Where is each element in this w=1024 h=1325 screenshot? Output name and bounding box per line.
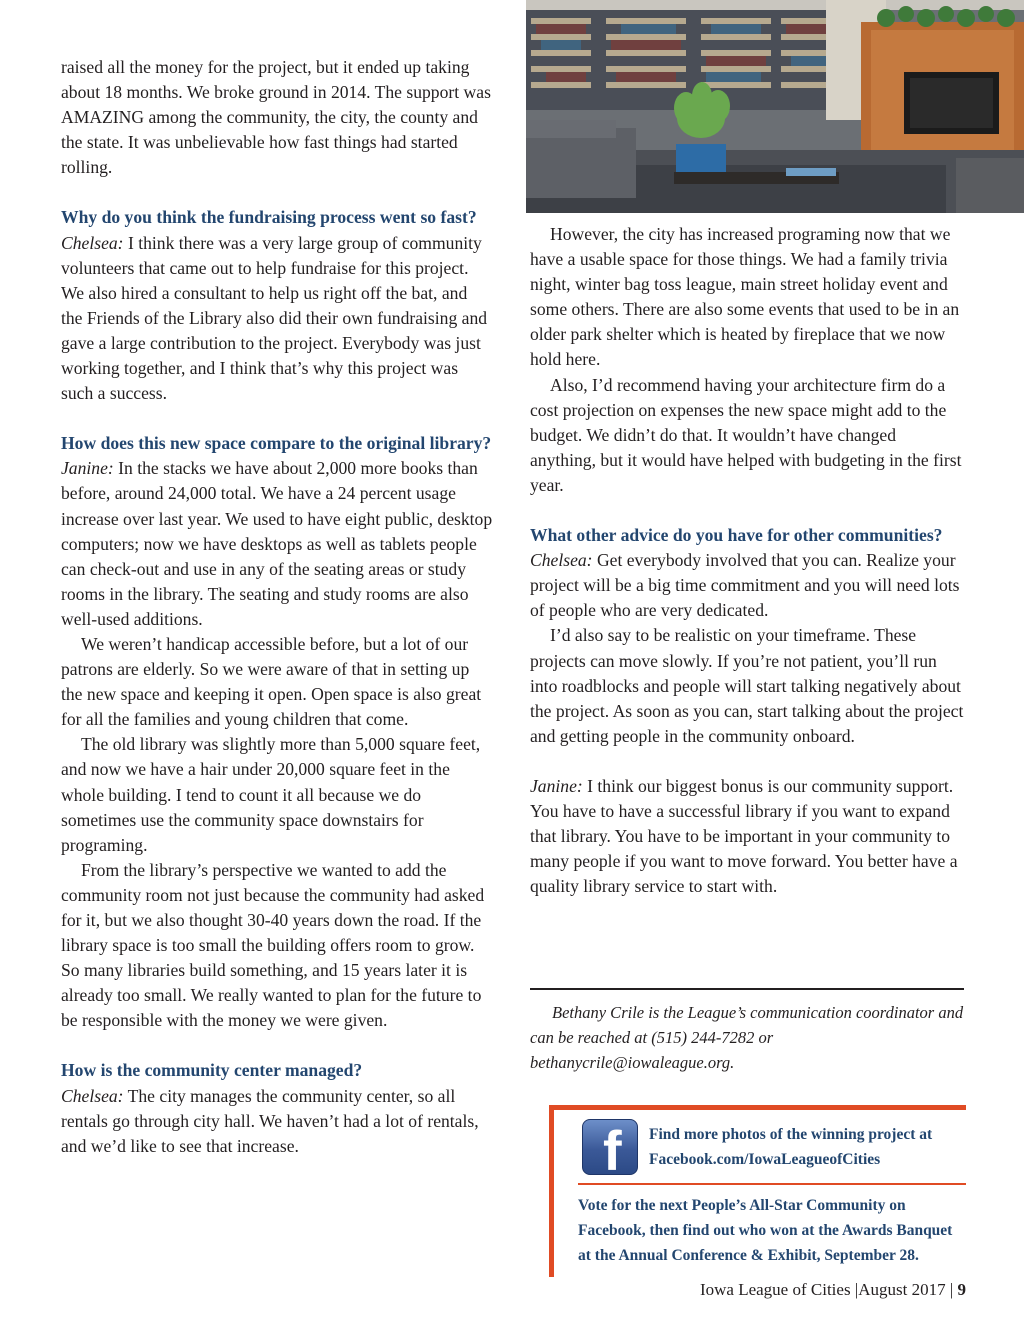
answer-text: I think there was a very large group of community volunteers that came out to help fundraise for this project. We also hired a consultant to help us right off the bat, and the Friends of the Library also did their own fundraising and gave a large contribution to the project. Everybody was just working together, and I think that’s why this project was such a success.	[61, 232, 488, 404]
footer-separator: |	[949, 1280, 958, 1299]
answer-text: The city manages the community center, so all rentals go through city hall. We haven’t had a lot of rentals, and we’d like to see that increase.	[61, 1085, 479, 1156]
facebook-icon[interactable]	[582, 1119, 638, 1175]
answer-text: In the stacks we have about 2,000 more books than before, around 24,000 total. We have a 24 percent usage increase over last year. We used to have eight public, desktop computers; now we have desktops as well as tablets people can check-out and use in any of the seating areas or study rooms in the library. The seating and study rooms are also well-used additions.	[61, 458, 493, 629]
publication-name: Iowa League of Cities	[699, 1280, 851, 1299]
facebook-photos-text	[649, 1122, 964, 1172]
answer-space-compare-p3: The old library was slightly more than 5,000 square feet, and now we have a hair under 20,000 square feet in the whole building. I tend to count it all because we do sometimes use the community space downstairs for programing.	[61, 734, 481, 855]
facebook-link[interactable]: Facebook.com/IowaLeagueofCities	[649, 1151, 881, 1168]
speaker-label: Chelsea:	[61, 232, 124, 253]
question-fundraising: Why do you think the fundraising process went so fast?	[61, 207, 477, 228]
issue-date: August 2017	[858, 1280, 946, 1299]
callout-divider	[578, 1183, 966, 1185]
facebook-line-1: Find more photos of the winning project at	[649, 1126, 933, 1143]
speaker-label: Janine:	[530, 775, 583, 796]
footer-separator: |	[854, 1280, 859, 1299]
speaker-label: Chelsea:	[61, 1085, 124, 1106]
left-column	[61, 55, 493, 1159]
question-other-advice: What other advice do you have for other communities?	[530, 525, 943, 546]
library-interior-photo	[526, 0, 1024, 213]
byline-text: Bethany Crile is the League’s communication coordinator and can be reached at (515) 244-7282 or bethanycrile@iowaleague.org.	[530, 1003, 964, 1072]
right-column	[530, 222, 964, 899]
answer-janine-bonus	[530, 774, 964, 899]
facebook-callout	[549, 1105, 966, 1277]
answer-other-advice	[530, 548, 964, 623]
callout-left-border	[549, 1105, 554, 1277]
answer-fundraising	[61, 231, 493, 407]
vote-text: Vote for the next People’s All-Star Community on Facebook, then find out who won at the Awards Banquet at the Annual Conference & Exhibit, September 28.	[578, 1197, 953, 1264]
callout-top-border	[549, 1105, 966, 1110]
facebook-vote-text	[578, 1193, 966, 1268]
question-space-compare: How does this new space compare to the original library?	[61, 433, 492, 454]
answer-space-compare-p4: From the library’s perspective we wanted to add the community room not just because the community had asked for it, but we also thought 30-40 years down the road. If the library space is too small the building offers room to grow. So many libraries build something, and 15 years later it is already too small. We really wanted to plan for the future to be responsible with the money we were given.	[61, 859, 485, 1031]
question-community-center: How is the community center managed?	[61, 1060, 363, 1081]
right-paragraph-2: Also, I’d recommend having your architecture firm do a cost projection on expenses the new space might add to the budget. We didn’t do that. It wouldn’t have changed anything, but it would have helped with budgeting in the first year.	[530, 374, 962, 495]
author-byline	[530, 1000, 964, 1075]
page-footer	[700, 1279, 966, 1301]
left-paragraph-1: raised all the money for the project, but it ended up taking about 18 months. We broke ground in 2014. The support was AMAZING among the community, the city, the county and the state. It was unbelievable how fast things had started rolling.	[61, 57, 491, 178]
speaker-label: Chelsea:	[530, 550, 593, 571]
answer-space-compare	[61, 456, 493, 632]
answer-space-compare-p2: We weren’t handicap accessible before, but a lot of our patrons are elderly. So we were aware of that in setting up the new space and keeping it open. Open space is also great for all the families and young children that come.	[61, 633, 482, 730]
answer-community-center	[61, 1084, 493, 1159]
answer-text: Get everybody involved that you can. Realize your project will be a big time commitment and you will need lots of people who are very dedicated.	[530, 550, 960, 621]
answer-other-advice-p2: I’d also say to be realistic on your timeframe. These projects can move slowly. If you’re not patient, you’ll run into roadblocks and people will start talking negatively about the project. As soon as you can, start talking about the project and getting people in the community onboard.	[530, 625, 964, 746]
byline-divider	[530, 988, 964, 990]
facebook-icon-letter: f	[603, 1119, 622, 1175]
library-photo-illustration	[526, 0, 1024, 213]
answer-text: I think our biggest bonus is our community support. You have to have a successful library if you want to expand that library. You have to be important in your community to many people if you want to move forward. You better have a quality library service to start with.	[530, 775, 958, 897]
right-paragraph-1: However, the city has increased programing now that we have a usable space for those things. We had a family trivia night, winter bag toss league, main street holiday event and some others. There are also some events that used to be in an older park shelter which is heated by fireplace that we now hold here.	[530, 224, 960, 370]
page-number: 9	[957, 1280, 966, 1299]
speaker-label: Janine:	[61, 458, 114, 479]
